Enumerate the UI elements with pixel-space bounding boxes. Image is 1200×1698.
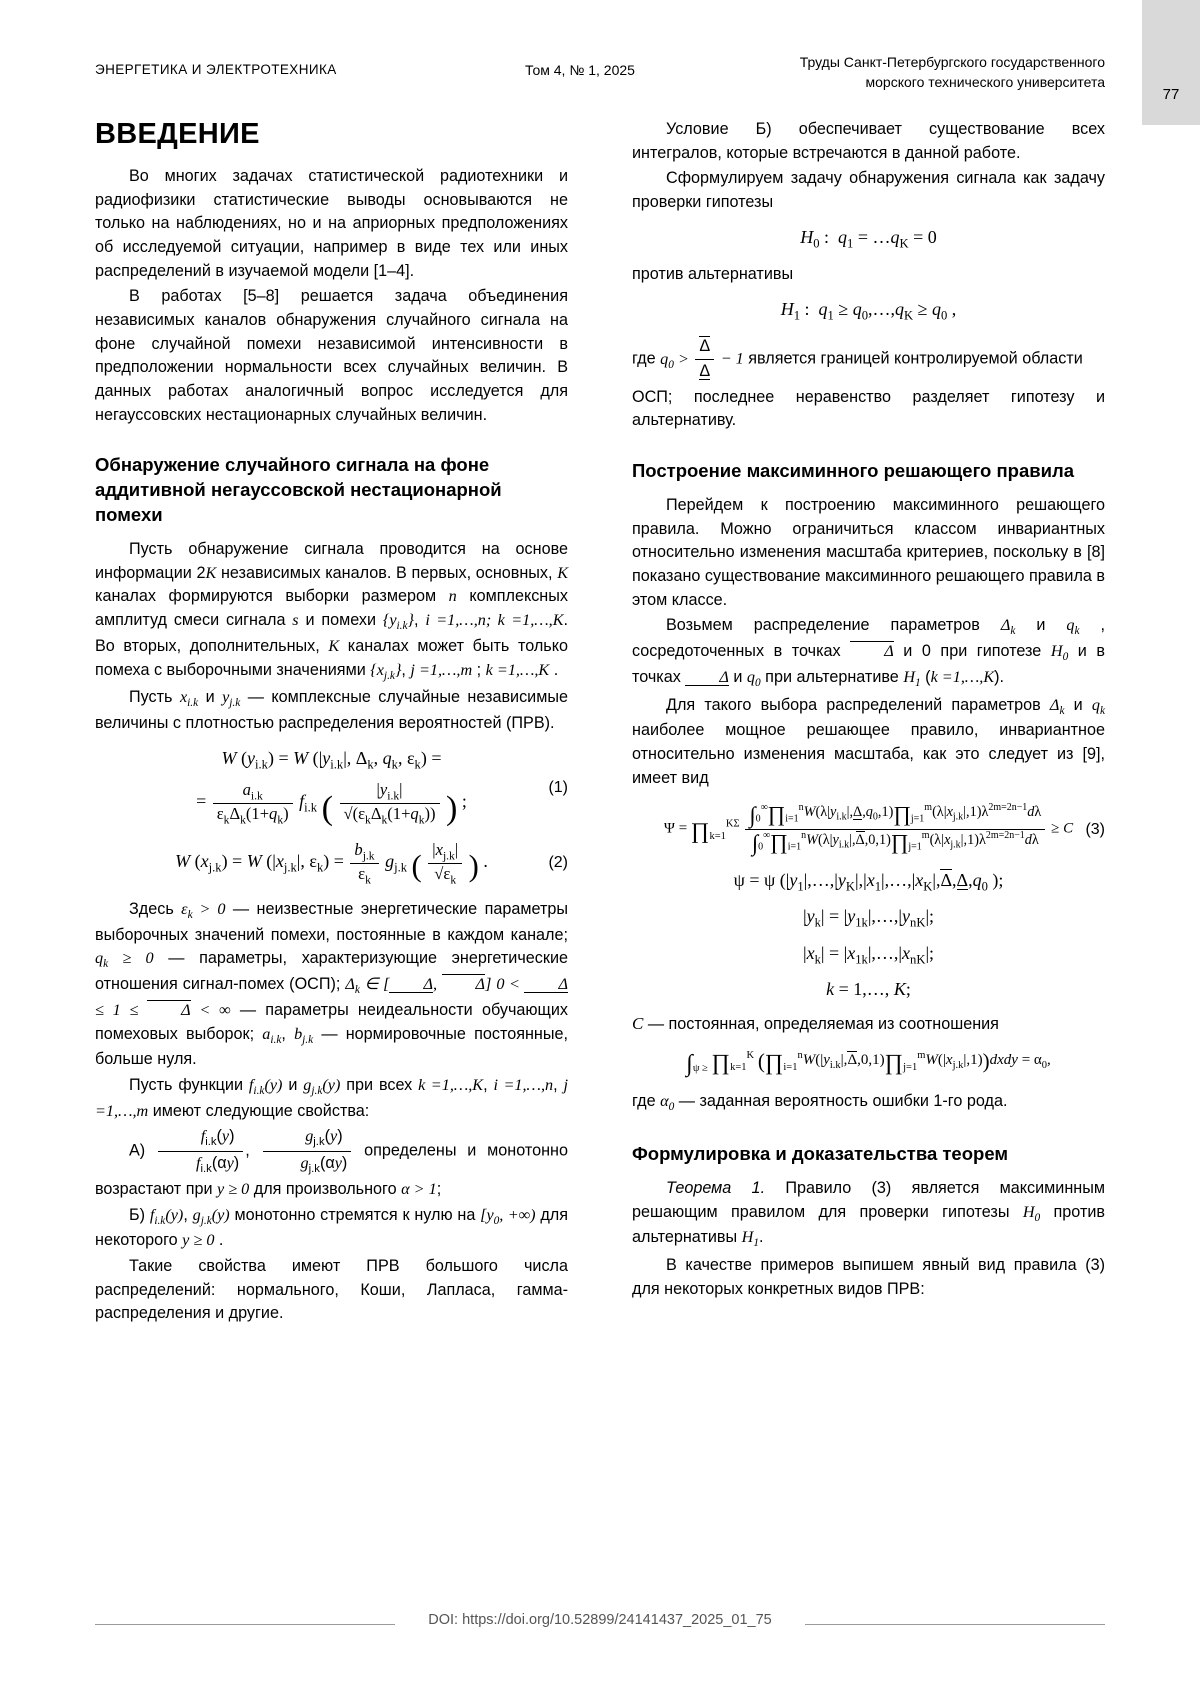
paragraph-alpha0-note: где $\alpha_0$ — заданная вероятность ошибки 1-го рода. (632, 1092, 1008, 1114)
equation-number-2: (2) (548, 854, 568, 872)
paragraph-q0-bound: где $q_0$ > $\frac{\Delta}{\Delta}$ − 1 является границей контролируемой области (632, 337, 1083, 381)
formula-1: W $(y_{i.k}) = W$ ($|y_{i.k}|$, $\Delta_k$, $q_k$, $\varepsilon_k$) = = $\frac{a_{i.k}}{\varepsilon_k\Delta_k(1+q_k)}$ $f_{i.k}$ ( $\frac{|y_{i.k}|}{√(\varepsilon_k\Delta_k(1+q_k))}$ ) ; (1) (196, 747, 568, 828)
paragraph-maximin-2: Возьмем распределение параметров $\Delta_k$ и $q_k$ , сосредоточенных в точках Δ и 0 при гипотезе $H_0$ и в точках Δ и $q_0$ при альтернативе $H_1$ (k =1,…,K). (632, 616, 1106, 690)
paragraph-setup-1: Пусть обнаружение сигнала проводится на основе информации 2K независимых каналов. В первых, основных, K каналах формируются выборки размером n комплексных амплитуд смеси сигнала s и помехи $\{y_{i.k}\}$, i =1,…,n; k =1,…,K. Во вторых, дополнительных, K каналах может быть только помеха с выборочными значениями $\{x_{j.k}\}$, j =1,…,m ; k =1,…,K . (95, 540, 568, 682)
header-journal-title (745, 52, 1105, 93)
paragraph-alternative-intro: против альтернативы (632, 265, 794, 284)
formula-psi-definition: ψ = ψ ($|y_1|,\dots,|y_K|,|x_1|,\dots,|x_K|,\Delta,\Delta,q_0$ ); (733, 869, 1004, 894)
doi-link[interactable]: DOI: https://doi.org/10.52899/24141437_2025_01_75 (428, 1612, 772, 1628)
paragraph-constant-c: C — постоянная, определяемая из соотношения (632, 1014, 999, 1034)
page-number-tab (1142, 0, 1200, 125)
left-column (95, 118, 568, 1328)
paragraph-maximin-1: Перейдем к построению максиминного решающего правила. Можно ограничиться классом инвариантных относительно изменения масштаба критериев, поскольку в [8] показано существование максиминного решающего правила в этом классе. (632, 496, 1105, 609)
subsection-title-theorems: Формулировка и доказательства теорем (632, 1142, 1009, 1164)
two-column-body (95, 118, 1105, 1598)
formula-k-range: k = 1,…, K; (826, 979, 911, 1000)
formula-xk: $|x_k|$ = $|x_{1k}|,\dots,|x_{nK}|$; (802, 942, 935, 967)
formula-3: $\Psi = \prod_{k=1}^{K\Sigma}$ $\frac{\int_0^\infty\prod_{i=1}^nW(\lambda|y_{i.k}|,\Delta,q_0,1)\prod_{j=1}^m(\lambda|x_{j.k}|,1)\lambda^{2m=2n-1}d\lambda}{\int_0^\infty\prod_{i=1}^nW(\lambda|y_{i.k}|,\Delta,0,1)\prod_{j=1}^m(\lambda|x_{j.k}|,1)\lambda^{2m=2n-1}d\lambda}$ ≥ C (3) (663, 802, 1105, 856)
paragraph-osp-note: ОСП; последнее неравенство разделяет гипотезу и альтернативу. (632, 387, 1105, 430)
page-title: ВВЕДЕНИЕ (95, 118, 260, 150)
subsection-title-maximin-rule: Построение максиминного решающего правила (632, 460, 1075, 482)
paragraph-intro-1: Во многих задачах статистической радиотехники и радиофизики статистические выводы основываются не только на наблюдениях, но и на априорных предположениях об исследуемой ситуации, например в виде тех или иных распределений в изучаемой модели [1–4]. (95, 167, 568, 280)
header-section-name: ЭНЕРГЕТИКА И ЭЛЕКТРОТЕХНИКА (95, 62, 337, 77)
formula-hypothesis-h1: $H_1$ : $q_1$ ≥ $q_0,\dots,q_K \ge q_0$ , (780, 298, 957, 323)
header-volume-issue: Том 4, № 1, 2025 (525, 62, 635, 78)
subsection-title-detection: Обнаружение случайного сигнала на фоне аддитивной негауссовской нестационарной помехи (95, 454, 502, 526)
paragraph-intro-2: В работах [5–8] решается задача объединения независимых каналов обнаружения случайного сигнала на фоне случайной помехи независимой интенсивности в предположении нормальности всех случайных величин. В данных работах аналогичный вопрос исследуется для негауссовских нестационарных случайных величин. (95, 287, 568, 424)
paragraph-functions: Пусть функции $f_{i.k}(y)$ и $g_{j.k}(y)$ при всех k =1,…,K, i =1,…,n, j =1,…,m имеют следующие свойства: (95, 1075, 569, 1120)
formula-alpha0: $\int_{\psi \ge}$ $\prod_{k=1}^K$ $(\prod_{i=1}^nW(|y_{i.k}|,\Delta,0,1)\prod_{j=1}^mW(|x_{j.k}|,1))dxdy = \alpha_0$, (686, 1049, 1051, 1078)
formula-2: W $(x_{j.k}) = W$ ($|x_{j.k}|$, $\varepsilon_k$) = $\frac{b_{j.k}}{\varepsilon_k}$ $g_{j.k}$ ( $\frac{|x_{j.k}|}{√\varepsilon_k}$ ) . (2) (175, 840, 568, 886)
paragraph-parameters: Здесь $\varepsilon_k > 0$ — неизвестные энергетические параметры выборочных значений помехи, постоянные в каждом канале; $q_k \ge 0$ — параметры, характеризующие энергетические отношения сигнал-помех (ОСП); $\Delta_k$ ∈ [ Δ, Δ] 0 < Δ ≤ 1 ≤ Δ < ∞ — параметры неидеальности обучающих помеховых выборок; $a_{i.k}$, $b_{j.k}$ — нормировочные постоянные, больше нуля. (95, 899, 568, 1069)
paragraph-distributions: Такие свойства имеют ПРВ большого числа распределений: нормального, Коши, Лапласа, гамма-распределения и другие. (95, 1257, 568, 1323)
paragraph-examples-intro: В качестве примеров выпишем явный вид правила (3) для некоторых конкретных видов ПРВ: (632, 1256, 1105, 1298)
formula-yk: $|y_k|$ = $|y_{1k}|,\dots,|y_{nK}|$; (802, 906, 935, 930)
paragraph-condition-b: Б) $f_{i.k}(y)$, $g_{j.k}(y)$ монотонно стремятся к нулю на [$y_0$, +∞) для некоторого y ≥ 0 . (95, 1205, 569, 1250)
theorem-label: Теорема 1. (666, 1178, 766, 1197)
equation-number-1: (1) (548, 779, 568, 796)
paragraph-maximin-3: Для такого выбора распределений параметров $\Delta_k$ и $q_k$ наиболее мощное решающее правило, инвариантное относительно изменения масштаба, как это следует из [9], имеет вид (632, 695, 1105, 787)
formula-hypothesis-h0: $H_0$ : $q_1$ = $\dots q_K = 0$ (800, 226, 937, 251)
paragraph-theorem-1: Теорема 1. Правило (3) является максиминным решающим правилом для проверки гипотезы $H_0$ против альтернативы $H_1$. (632, 1178, 1106, 1250)
page-number: 77 (1162, 86, 1180, 103)
equation-number-3: (3) (1085, 820, 1105, 838)
paragraph-hypothesis-intro: Сформулируем задачу обнаружения сигнала как задачу проверки гипотезы (632, 169, 1105, 211)
paragraph-condition-a: А) $\frac{f_{i.k}(y)}{f_{i.k}(\alpha y)}$ , $\frac{g_{j.k}(y)}{g_{j.k}(\alpha y)}$ определены и монотонно возрастают при y ≥ 0 для произвольного α > 1; (95, 1127, 568, 1198)
header-journal-line1: Труды Санкт-Петербургского государственного (799, 54, 1105, 70)
right-column (632, 118, 1105, 1303)
paragraph-setup-2: Пусть $x_{i.k}$ и $y_{j.k}$ — комплексные случайные независимые величины с плотностью распределения вероятностей (ПРВ). (95, 688, 568, 733)
page-footer (95, 1612, 1105, 1636)
header-journal-line2: морского технического университета (865, 74, 1105, 91)
paragraph-condition-b-note: Условие Б) обеспечивает существование всех интегралов, которые встречаются в данной работе. (632, 120, 1105, 162)
page-header (95, 52, 1105, 102)
